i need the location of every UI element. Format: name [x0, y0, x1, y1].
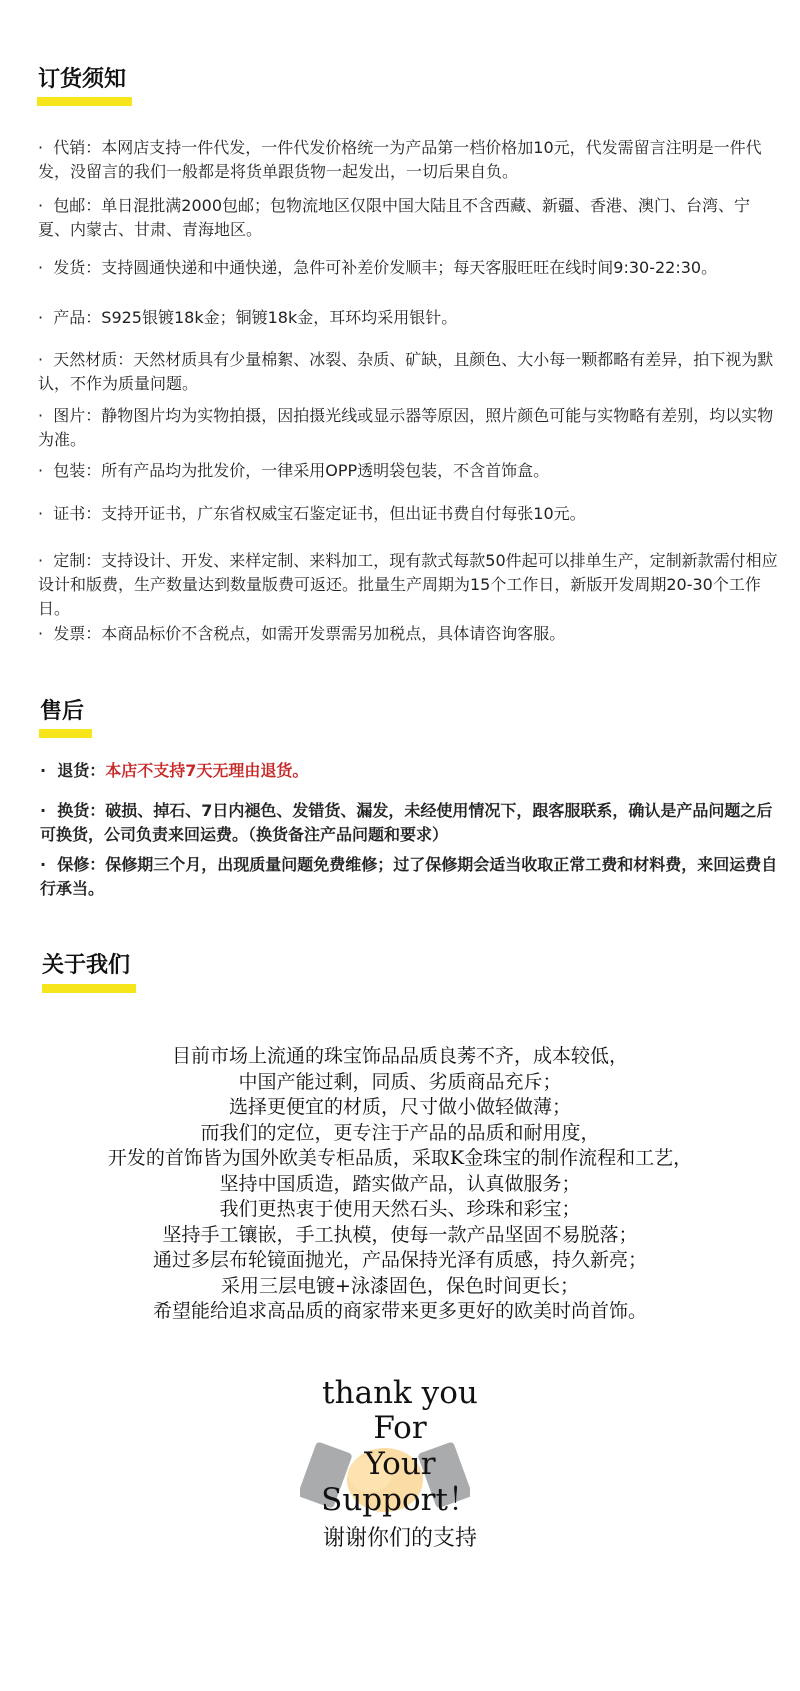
order-item-natural: · 天然材质：天然材质具有少量棉絮、冰裂、杂质、矿缺，且颜色、大小每一颗都略有差异，拍下视为默认，不作为质量问题。: [38, 350, 774, 393]
order-item-certificate: · 证书：支持开证书，广东省权威宝石鉴定证书，但出证书费自付每张10元。: [38, 504, 586, 523]
thanks-line-2: For: [373, 1410, 427, 1446]
order-item-dropship: · 代销：本网店支持一件代发，一件代发价格统一为产品第一档价格加10元，代发需留言注明是一件代发，没留言的我们一般都是将货单跟货物一起发出，一切后果自负。: [38, 138, 762, 181]
thanks-line-3: Your: [364, 1446, 436, 1482]
after-item-warranty: · 保修：保修期三个月，出现质量问题免费维修；过了保修期会适当收取正常工费和材料费，来回运费自行承当。: [40, 855, 778, 898]
about-line: 坚持手工镶嵌，手工执模，使每一款产品坚固不易脱落；: [162, 1223, 638, 1246]
after-item-exchange: · 换货：破损、掉石、7日内褪色、发错货、漏发，未经使用情况下，跟客服联系，确认是产品问题之后可换货，公司负责来回运费。（换货备注产品问题和要求）: [40, 801, 773, 844]
thanks-line-1: thank you: [322, 1375, 478, 1411]
about-line: 选择更便宜的材质，尺寸做小做轻做薄；: [228, 1096, 571, 1118]
about-line: 目前市场上流通的珠宝饰品品质良莠不齐，成本较低，: [171, 1045, 628, 1067]
order-item-custom: · 定制：支持设计、开发、来样定制、来料加工，现有款式每款50件起可以排单生产，定制新款需付相应设计和版费，生产数量达到数量版费可返还。批量生产周期为15个工作日，新版开发周期20-30个工作日。: [38, 551, 778, 618]
after-item-return: · 退货：本店不支持7天无理由退货。: [40, 761, 309, 780]
about-line: 通过多层布轮镜面抛光，产品保持光泽有质感，持久新亮；: [152, 1249, 647, 1271]
about-line: 坚持中国质造，踏实做产品，认真做服务；: [219, 1172, 581, 1195]
about-title: 关于我们: [42, 953, 131, 978]
order-title-underline: [37, 97, 132, 106]
after-sales-title-underline: [39, 729, 92, 738]
about-line: 我们更热衷于使用天然石头、珍珠和彩宝；: [219, 1198, 581, 1220]
about-line: 希望能给追求高品质的商家带来更多更好的欧美时尚首饰。: [152, 1300, 647, 1322]
about-line: 而我们的定位，更专注于产品的品质和耐用度，: [200, 1121, 600, 1144]
order-item-delivery: · 发货：支持圆通快递和中通快递，急件可补差价发顺丰；每天客服旺旺在线时间9:30-22:30。: [38, 258, 718, 277]
about-line: 采用三层电镀+泳漆固色，保色时间更长；: [221, 1274, 579, 1297]
order-title: 订货须知: [38, 67, 127, 92]
thanks-line-4: Support！: [321, 1482, 479, 1518]
thanks-cn: 谢谢你们的支持: [322, 1526, 477, 1551]
about-line: 开发的首饰皆为国外欧美专柜品质，采取K金珠宝的制作流程和工艺，: [107, 1147, 693, 1169]
about-title-underline: [42, 984, 136, 993]
order-item-photos: · 图片：静物图片均为实物拍摄，因拍摄光线或显示器等原因，照片颜色可能与实物略有差别，均以实物为准。: [38, 406, 774, 449]
order-item-product: · 产品：S925银镀18k金；铜镀18k金，耳环均采用银针。: [38, 308, 458, 327]
after-sales-title: 售后: [40, 699, 85, 724]
order-item-shipping-free: · 包邮：单日混批满2000包邮；包物流地区仅限中国大陆且不含西藏、新疆、香港、澳门、台湾、宁夏、内蒙古、甘肃、青海地区。: [38, 196, 751, 239]
about-text: [0, 1044, 800, 1325]
order-item-invoice: · 发票：本商品标价不含税点，如需开发票需另加税点，具体请咨询客服。: [38, 624, 566, 643]
about-line: 中国产能过剩，同质、劣质商品充斥；: [238, 1070, 562, 1093]
order-item-packaging: · 包装：所有产品均为批发价，一律采用OPP透明袋包装，不含首饰盒。: [38, 461, 550, 480]
